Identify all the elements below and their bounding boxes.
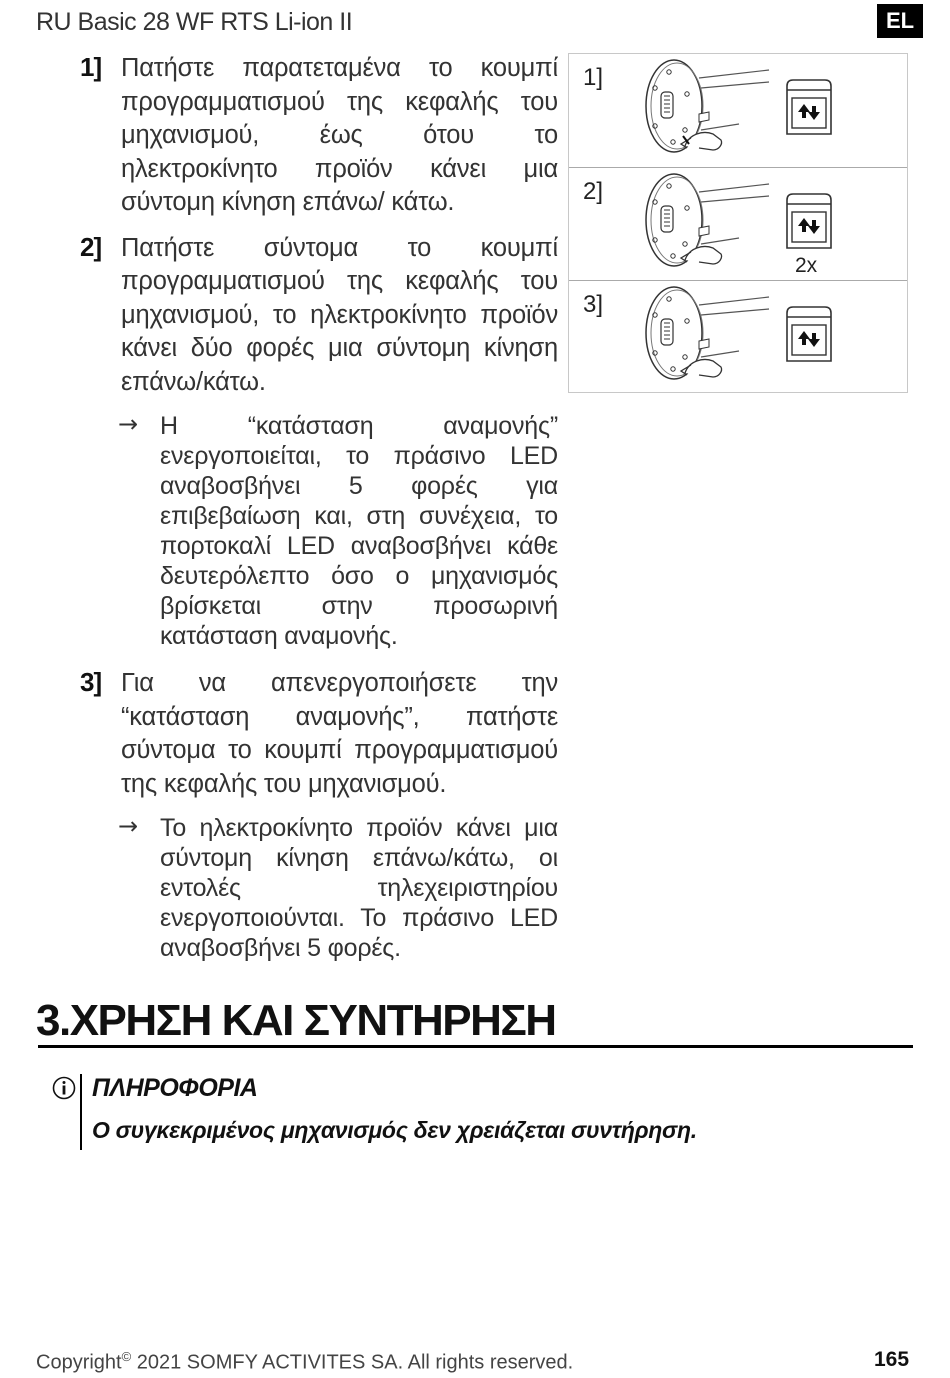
step-3 [80, 667, 558, 801]
page-number: 165 [874, 1348, 910, 1371]
info-divider [80, 1074, 82, 1150]
motor-head-icon [629, 168, 779, 280]
instruction-steps [80, 52, 558, 979]
figure-row-3 [569, 280, 907, 393]
step-text: Για να απενεργοποιήσετε την “κατάσταση αναμονής”, πατήστε σύντομα το κουμπί προγραμματισμού της κεφαλής του μηχανισμού. [121, 669, 558, 798]
step-text: Πατήστε παρατεταμένα το κουμπί προγραμματισμού της κεφαλής του μηχανισμού, έως ότου το ηλεκτροκίνητο προϊόν κάνει μια σύντομη κίνηση επάνω/ κάτω. [121, 54, 558, 216]
section-divider [38, 1045, 913, 1048]
step-3-note [80, 813, 558, 963]
remote-up-down-icon [784, 305, 834, 363]
step-1 [80, 52, 558, 220]
remote-up-down-icon [784, 78, 834, 136]
figure-row-label: 2] [583, 178, 604, 205]
remote-up-down-icon [784, 192, 834, 250]
note-text: Το ηλεκτροκίνητο προϊόν κάνει μια σύντομη κίνηση επάνω/κάτω, οι εντολές τηλεχειριστηρίου ενεργοποιούνται. Το πράσινο LED αναβοσβήνει 5 φορές. [160, 814, 558, 962]
copyright-prefix: Copyright [36, 1351, 122, 1374]
document-title: RU Basic 28 WF RTS Li-ion II [36, 8, 353, 36]
step-number: 2] [80, 231, 102, 262]
step-2 [80, 232, 558, 400]
press-count: 2x [795, 254, 818, 277]
motor-head-icon [629, 54, 779, 166]
footer-copyright [36, 1349, 573, 1375]
info-icon [52, 1076, 76, 1100]
motor-head-icon [629, 281, 779, 393]
figure-row-2 [569, 167, 907, 280]
info-text: Ο συγκεκριμένος μηχανισμός δεν χρειάζεται συντήρηση. [92, 1117, 697, 1143]
programming-figure [568, 53, 908, 393]
arrow-right-icon: → [118, 410, 139, 438]
arrow-right-icon: → [118, 812, 139, 840]
step-number: 1] [80, 52, 102, 82]
section-title: 3.ΧΡΗΣΗ ΚΑΙ ΣΥΝΤΗΡΗΣΗ [36, 996, 556, 1045]
language-badge: EL [877, 4, 923, 38]
figure-row-label: 1] [583, 64, 604, 91]
copyright-rest: 2021 SOMFY ACTIVITES SA. All rights reserved. [131, 1351, 574, 1374]
step-2-note [80, 411, 558, 651]
figure-row-label: 3] [583, 291, 604, 318]
figure-row-1 [569, 54, 907, 166]
info-title: ΠΛΗΡΟΦΟΡΙΑ [92, 1074, 258, 1102]
note-text: Η “κατάσταση αναμονής” ενεργοποιείται, το πράσινο LED αναβοσβήνει 5 φορές για επιβεβαίωση και, στη συνέχεια, το πορτοκαλί LED αναβοσβήνει κάθε δευτερόλεπτο όσο ο μηχανισμός βρίσκεται στην προσωρινή κατάσταση αναμονής. [160, 412, 558, 650]
step-text: Πατήστε σύντομα το κουμπί προγραμματισμού της κεφαλής του μηχανισμού, το ηλεκτροκίνητο προϊόν κάνει δύο φορές μια σύντομη κίνηση επάνω/κάτω. [121, 233, 558, 396]
copyright-mark: © [121, 1349, 132, 1364]
step-number: 3] [80, 667, 102, 697]
